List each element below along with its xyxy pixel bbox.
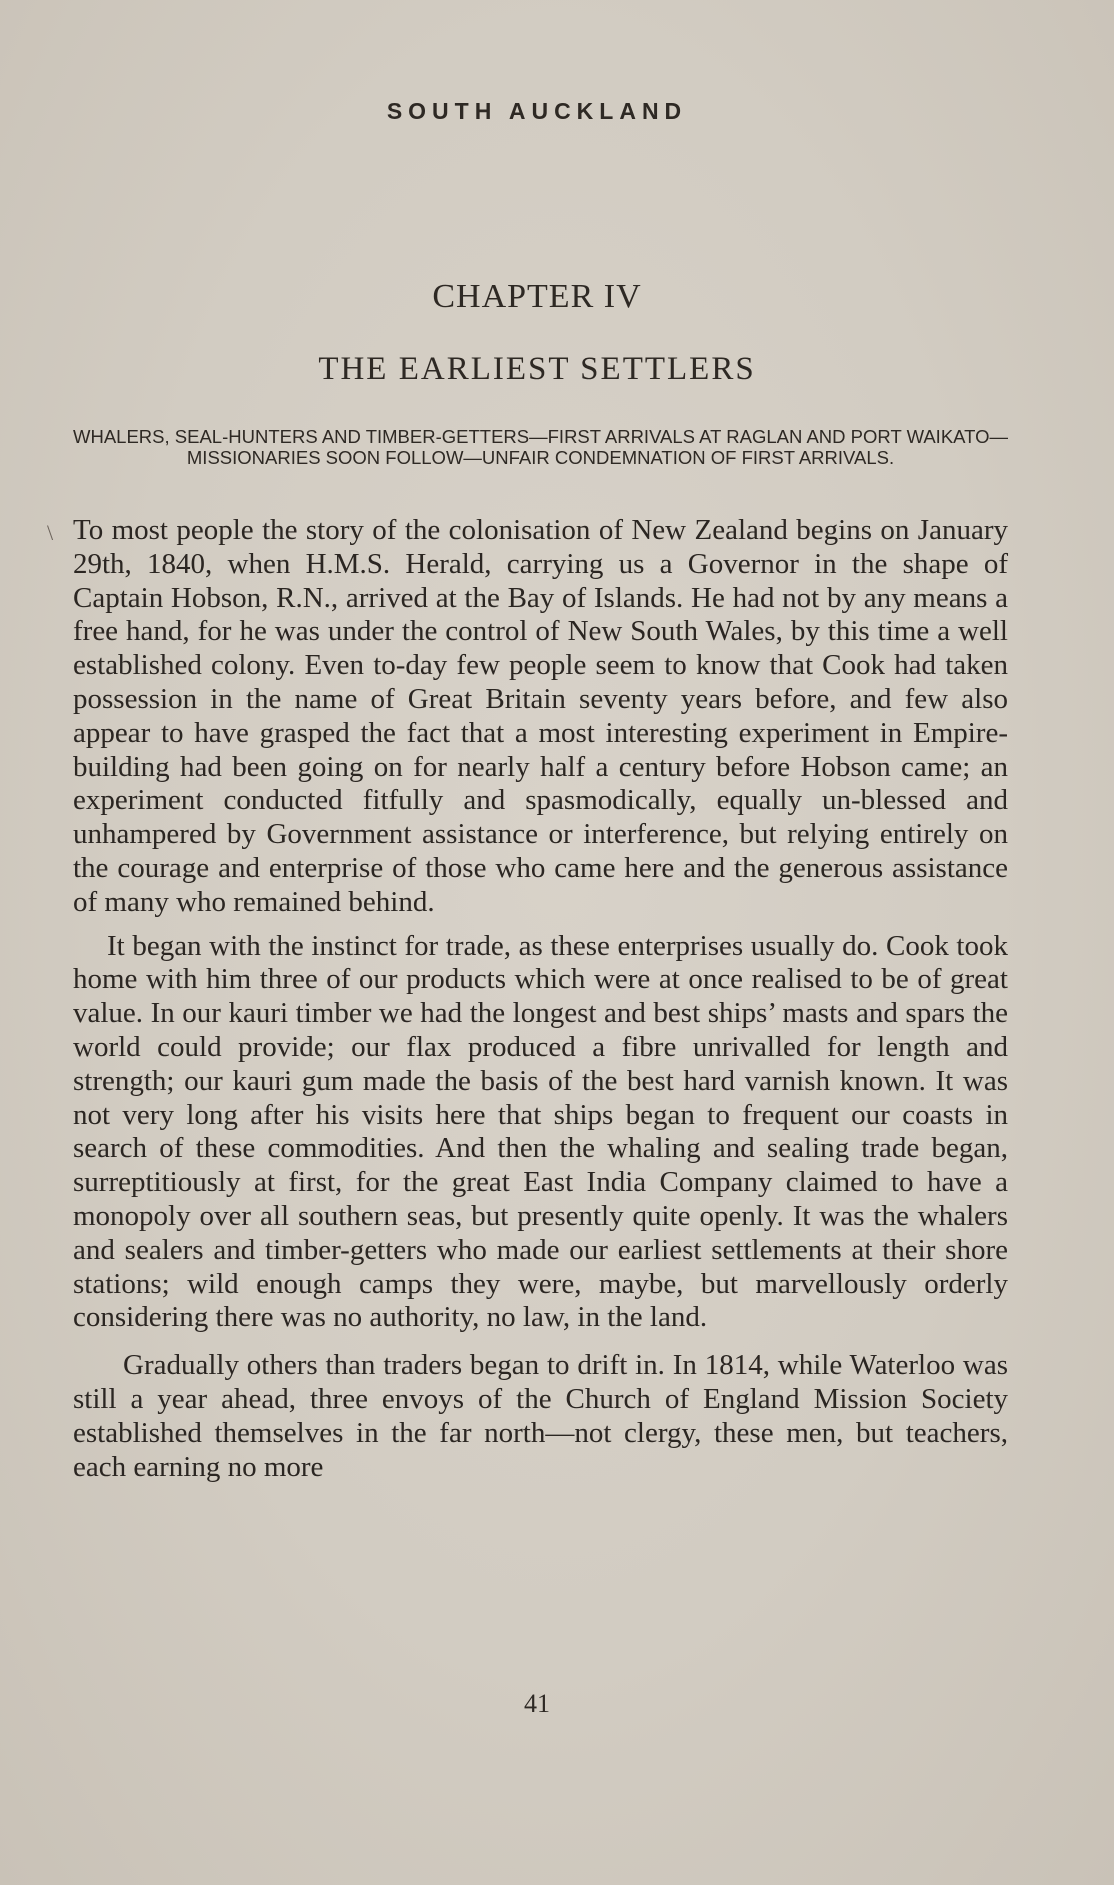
paragraph-3: Gradually others than traders began to drift in. In 1814, while Waterloo was still a year ahead, three envoys of the Church of England Mission Society established themselves in the far north—not clergy, these men, but teachers, each earning no more — [73, 1349, 1008, 1483]
chapter-title: THE EARLIEST SETTLERS — [318, 351, 756, 387]
paragraph-2: It began with the instinct for trade, as these enterprises usually do. Cook took home with him three of our products which were at once realised to be of great value. In our kauri timber we had the longest and best ships’ masts and spars the world could provide; our flax produced a fibre unrivalled for length and strength; our kauri gum made the basis of the best hard varnish known. It was not very long after his visits here that ships began to frequent our coasts in search of these commodities. And then the whaling and sealing trade began, surreptitiously at first, for the great East India Company claimed to have a monopoly over all southern seas, but presently quite openly. It was the whalers and sealers and timber-getters who made our earliest settlements at their shore stations; wild enough camps they were, maybe, but marvellously orderly considering there was no authority, no law, in the land. — [73, 929, 1008, 1334]
running-head: SOUTH AUCKLAND — [386, 98, 688, 124]
page-number: 41 — [524, 1689, 550, 1718]
pencil-mark: \ — [47, 520, 54, 545]
body-text — [73, 514, 1008, 1484]
chapter-number: CHAPTER IV — [432, 278, 642, 315]
paragraph-1: To most people the story of the colonisation of New Zealand begins on January 29th, 1840, when H.M.S. Herald, carrying us a Governor in the shape of Captain Hobson, R.N., arrived at the Bay of Islands. He had not by any means a free hand, for he was under the control of New South Wales, by this time a well established colony. Even to-day few people seem to know that Cook had taken possession in the name of Great Britain seventy years before, and few also appear to have grasped the fact that a most interesting experiment in Empire-building had been going on for nearly half a century before Hobson came; an experiment conducted fitfully and spasmodically, equally un-blessed and unhampered by Government assistance or interference, but relying entirely on the courage and enterprise of those who came here and the generous assistance of many who remained behind. — [73, 514, 1008, 918]
chapter-synopsis: WHALERS, SEAL-HUNTERS AND TIMBER-GETTERS—FIRST ARRIVALS AT RAGLAN AND PORT WAIKATO—MISSIONARIES SOON FOLLOW—UNFAIR CONDEMNATION OF FIRST ARRIVALS. — [73, 426, 1008, 468]
